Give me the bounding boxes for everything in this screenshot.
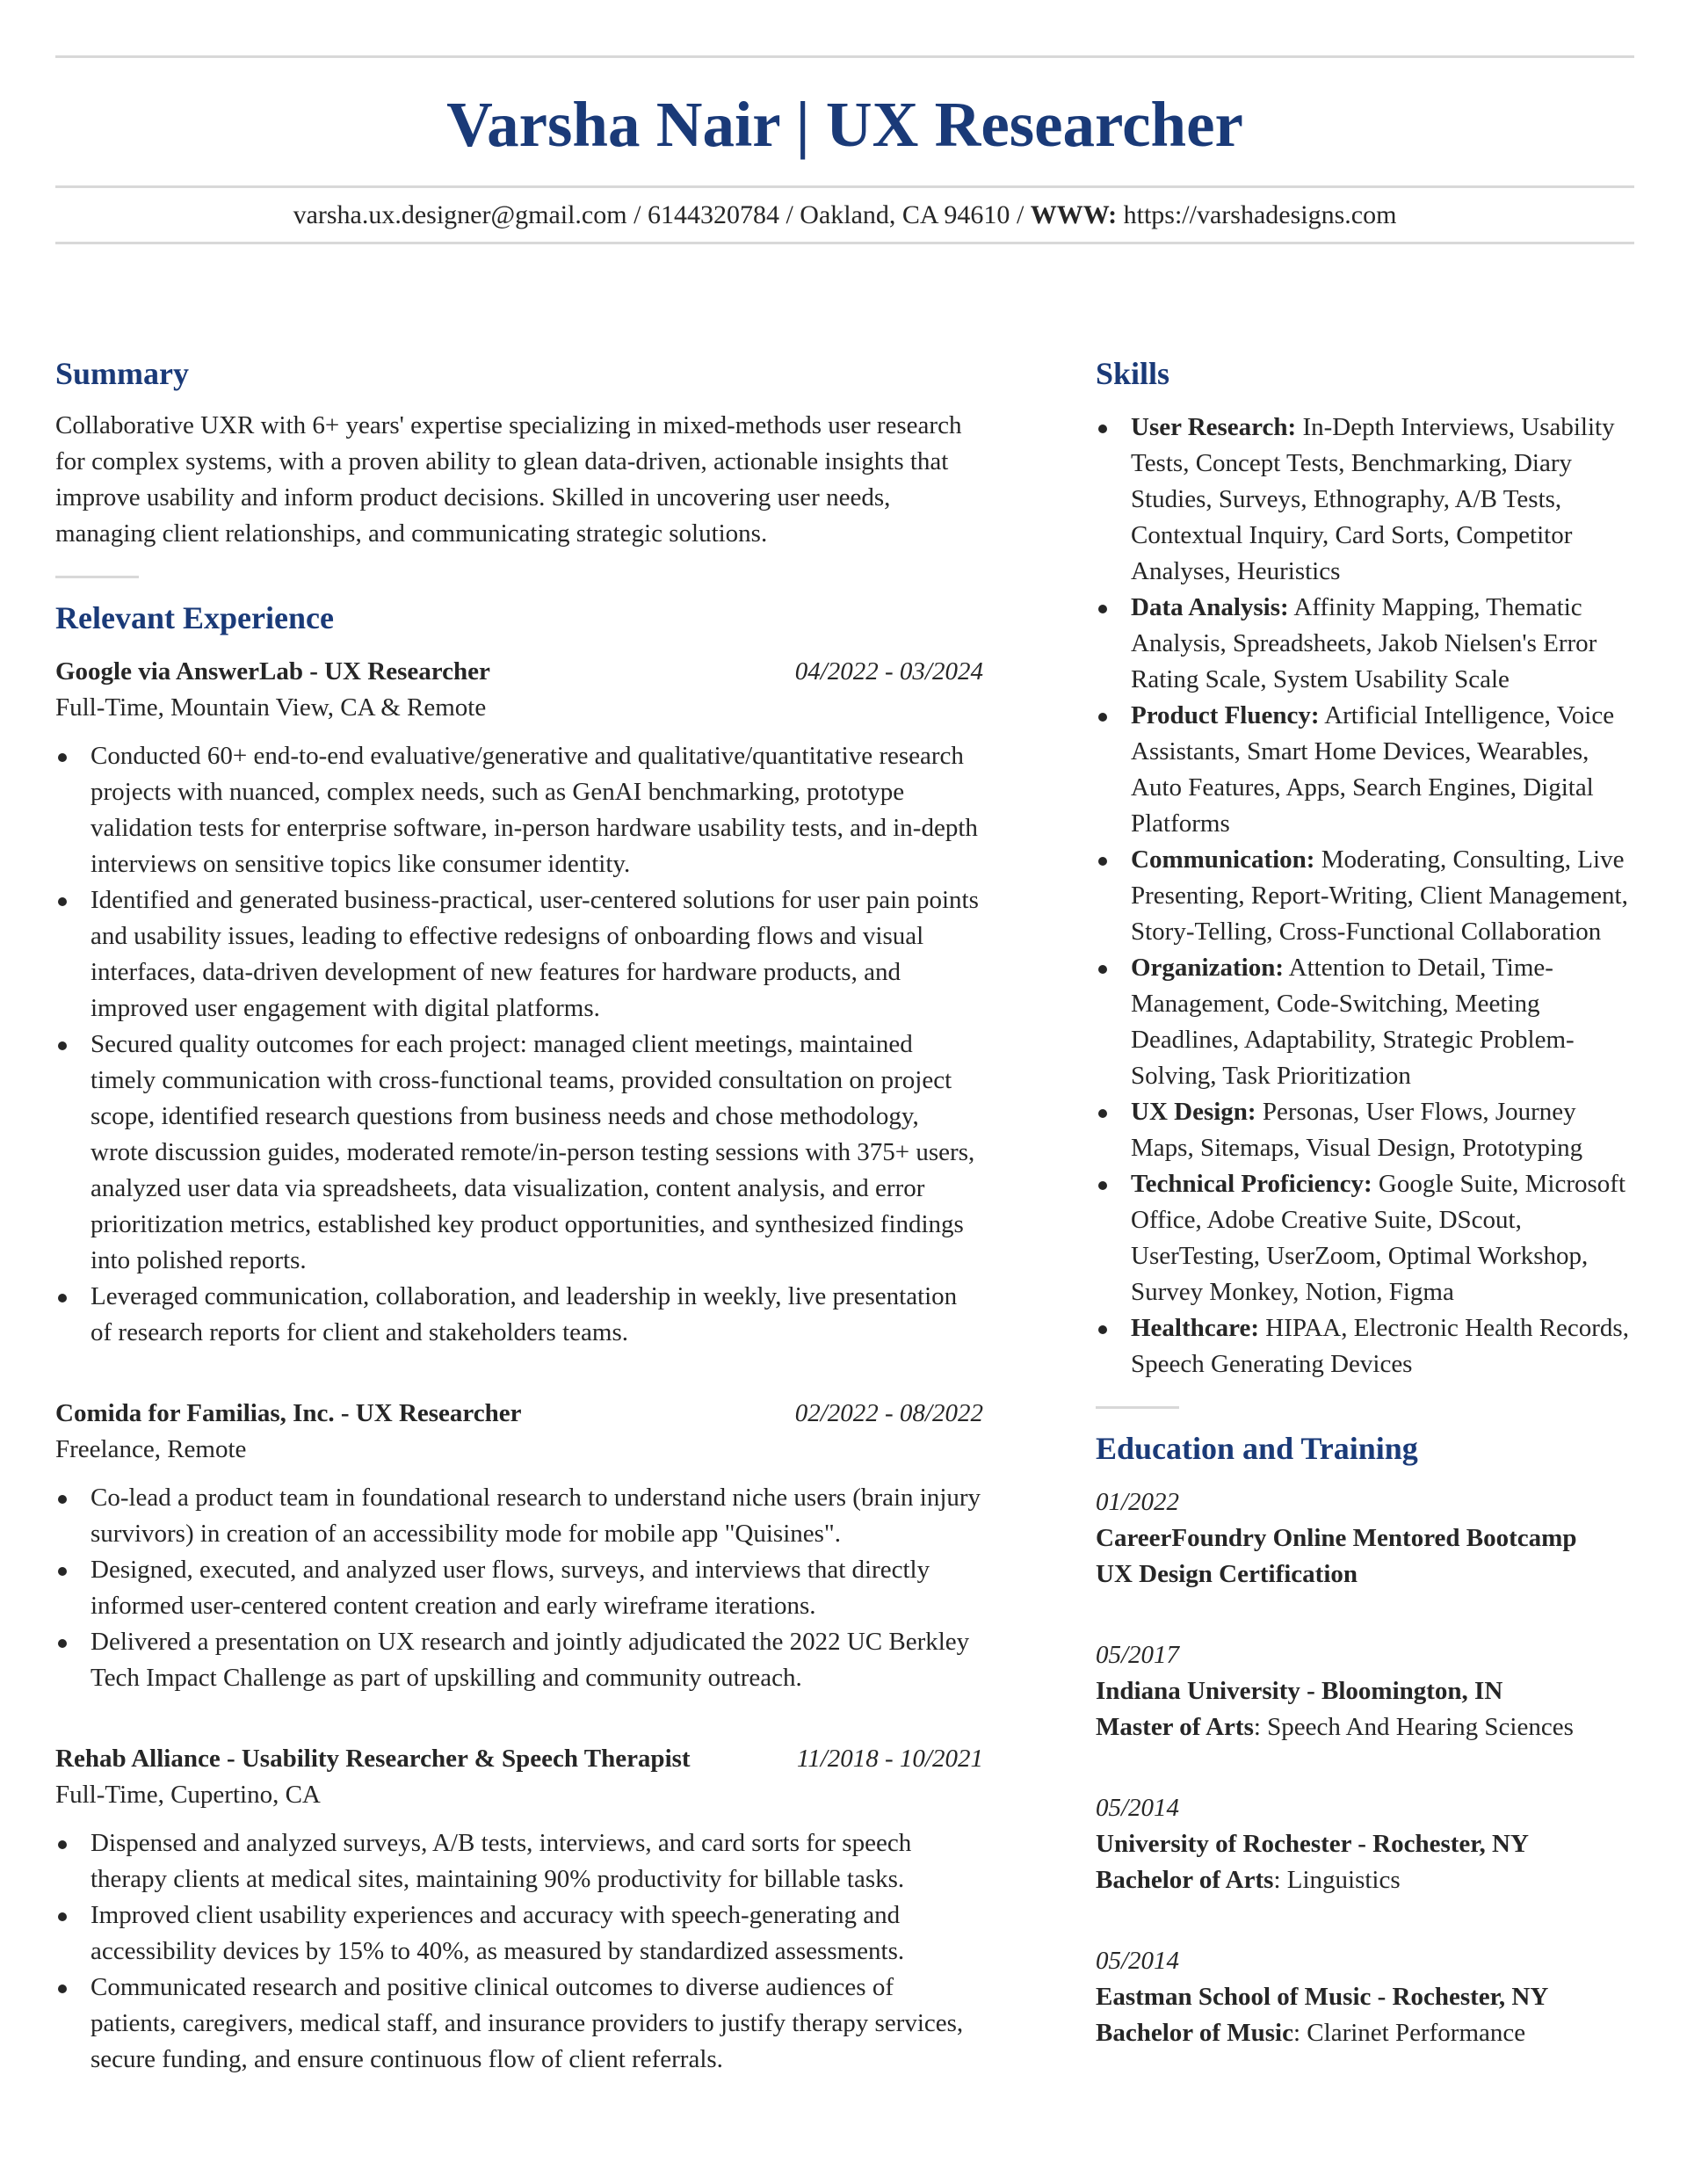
section-divider	[1096, 1406, 1179, 1409]
education-entry	[1096, 1637, 1642, 1745]
education-heading: Education and Training	[1096, 1431, 1418, 1466]
job-entry	[55, 1396, 983, 1696]
job-bullet: Identified and generated business-practical, user-centered solutions for user pain points and usability issues, leading to effective redesigns of onboarding flows and visual interfaces, data-driven development of new features for hardware products, and improved user engagement with digital platforms.	[55, 882, 983, 1027]
contact-phone: 6144320784	[647, 200, 779, 229]
experience-heading: Relevant Experience	[55, 600, 334, 635]
job-bullet: Delivered a presentation on UX research and jointly adjudicated the 2022 UC Berkley Tech Impact Challenge as part of upskilling and community outreach.	[55, 1624, 983, 1696]
job-dates: 11/2018 - 10/2021	[796, 1745, 983, 1773]
institution-name: Eastman School of Music - Rochester, NY	[1096, 1983, 1549, 2011]
education-institution	[1096, 1979, 1642, 2015]
job-bullet: Designed, executed, and analyzed user flows, surveys, and interviews that directly informed user-centered content creation and early wireframe iterations.	[55, 1552, 983, 1624]
job-bullet: Communicated research and positive clinical outcomes to diverse audiences of patients, caregivers, medical staff, and insurance providers to justify therapy services, secure funding, and ensure continuous flow of client referrals.	[55, 1970, 983, 2078]
skill-text: Moderating, Consulting, Live Presenting, Report-Writing, Client Management, Story-Telling, Cross-Functional Collaboration	[1131, 845, 1628, 946]
job-entry	[55, 1741, 983, 2078]
job-title: Comida for Familias, Inc. - UX Researcher	[55, 1399, 522, 1427]
skill-text: Google Suite, Microsoft Office, Adobe Creative Suite, DScout, UserTesting, UserZoom, Optimal Workshop, Survey Monkey, Notion, Figma	[1131, 1170, 1626, 1306]
education-date: 05/2014	[1096, 1947, 1180, 1975]
skills-heading: Skills	[1096, 356, 1170, 391]
skill-label: Communication:	[1131, 845, 1315, 874]
job-bullets	[55, 738, 983, 1351]
job-bullet: Secured quality outcomes for each project: managed client meetings, maintained timely communication with cross-functional teams, provided consultation on project scope, identified research questions from business needs and chose methodology, wrote discussion guides, moderated remote/in-person testing sessions with 375+ users, analyzed user data via spreadsheets, data visualization, content analysis, and error prioritization metrics, established key product opportunities, and synthesized findings into polished reports.	[55, 1027, 983, 1279]
skill-item	[1096, 1094, 1642, 1166]
skill-item	[1096, 842, 1642, 950]
skill-label: User Research:	[1131, 413, 1297, 441]
institution-name: University of Rochester - Rochester, NY	[1096, 1830, 1529, 1858]
contact-email[interactable]: varsha.ux.designer@gmail.com	[293, 200, 627, 229]
job-subtitle: Full-Time, Cupertino, CA	[55, 1781, 321, 1809]
education-date: 05/2014	[1096, 1794, 1180, 1822]
header-divider	[55, 185, 1634, 188]
skill-item	[1096, 410, 1642, 590]
degree-name: Bachelor of Music	[1096, 2019, 1293, 2047]
skill-text: Artificial Intelligence, Voice Assistants, Smart Home Devices, Wearables, Auto Features, Apps, Search Engines, Digital Platforms	[1131, 701, 1615, 838]
section-divider	[55, 576, 139, 578]
job-entry	[55, 654, 983, 1351]
job-bullet: Co-lead a product team in foundational research to understand niche users (brain injury survivors) in creation of an accessibility mode for mobile app "Quisines".	[55, 1480, 983, 1552]
summary-heading: Summary	[55, 356, 189, 391]
education-date: 01/2022	[1096, 1488, 1180, 1516]
job-bullet: Improved client usability experiences and accuracy with speech-generating and accessibility devices by 15% to 40%, as measured by standardized assessments.	[55, 1897, 983, 1970]
institution-name: CareerFoundry Online Mentored Bootcamp	[1096, 1524, 1577, 1552]
contact-separator: /	[1010, 200, 1031, 229]
job-header	[55, 1396, 983, 1432]
contact-separator: /	[778, 200, 800, 229]
contact-separator: /	[626, 200, 648, 229]
skill-item	[1096, 950, 1642, 1094]
degree-field: : Speech And Hearing Sciences	[1253, 1713, 1574, 1741]
skill-text: Attention to Detail, Time-Management, Code-Switching, Meeting Deadlines, Adaptability, Strategic Problem-Solving, Task Prioritization	[1131, 954, 1575, 1090]
education-date: 05/2017	[1096, 1641, 1180, 1669]
institution-name: Indiana University - Bloomington, IN	[1096, 1677, 1503, 1705]
job-header	[55, 1741, 983, 1777]
job-header	[55, 654, 983, 690]
skills-list	[1096, 410, 1642, 1382]
job-dates: 02/2022 - 08/2022	[794, 1399, 983, 1427]
education-entry	[1096, 1790, 1642, 1898]
skill-item	[1096, 698, 1642, 842]
skill-item	[1096, 590, 1642, 698]
skill-text: Affinity Mapping, Thematic Analysis, Spreadsheets, Jakob Nielsen's Error Rating Scale, System Usability Scale	[1131, 593, 1597, 693]
job-bullet: Dispensed and analyzed surveys, A/B tests, interviews, and card sorts for speech therapy clients at medical sites, maintaining 90% productivity for billable tasks.	[55, 1825, 983, 1897]
education-degree	[1096, 1862, 1642, 1898]
right-column	[1096, 350, 1642, 2051]
contact-location: Oakland, CA 94610	[800, 200, 1010, 229]
skill-text: Personas, User Flows, Journey Maps, Sitemaps, Visual Design, Prototyping	[1131, 1098, 1583, 1162]
education-degree	[1096, 2015, 1642, 2051]
education-entry	[1096, 1943, 1642, 2051]
degree-name: UX Design Certification	[1096, 1560, 1358, 1588]
left-column	[55, 350, 983, 2078]
contact-website[interactable]: https://varshadesigns.com	[1123, 200, 1397, 229]
skill-label: Organization:	[1131, 954, 1284, 982]
skill-text: In-Depth Interviews, Usability Tests, Concept Tests, Benchmarking, Diary Studies, Surveys, Ethnography, A/B Tests, Contextual Inquiry, Card Sorts, Competitor Analyses, Heuristics	[1131, 413, 1615, 585]
education-degree	[1096, 1556, 1642, 1593]
skill-label: Data Analysis:	[1131, 593, 1289, 621]
degree-field: : Linguistics	[1273, 1866, 1401, 1894]
job-title: Rehab Alliance - Usability Researcher & Speech Therapist	[55, 1745, 691, 1773]
skill-label: Healthcare:	[1131, 1314, 1260, 1342]
job-title: Google via AnswerLab - UX Researcher	[55, 657, 490, 686]
skill-label: Technical Proficiency:	[1131, 1170, 1372, 1198]
resume-name-title: Varsha Nair | UX Researcher	[446, 89, 1243, 160]
skill-label: Product Fluency:	[1131, 701, 1320, 729]
contact-divider	[55, 242, 1634, 244]
job-subtitle: Full-Time, Mountain View, CA & Remote	[55, 693, 487, 722]
degree-name: Bachelor of Arts	[1096, 1866, 1274, 1894]
job-bullets	[55, 1480, 983, 1696]
summary-text: Collaborative UXR with 6+ years' expertise specializing in mixed-methods user research for complex systems, with a proven ability to glean data-driven, actionable insights that improve usability and inform product decisions. Skilled in uncovering user needs, managing client relationships, and communicating strategic solutions.	[55, 411, 962, 548]
education-institution	[1096, 1826, 1642, 1862]
education-entry	[1096, 1484, 1642, 1593]
contact-line	[55, 196, 1634, 235]
skill-label: UX Design:	[1131, 1098, 1256, 1126]
contact-www-label: WWW:	[1030, 200, 1118, 229]
degree-field: : Clarinet Performance	[1293, 2019, 1526, 2047]
skill-item	[1096, 1166, 1642, 1310]
job-bullet: Conducted 60+ end-to-end evaluative/generative and qualitative/quantitative research projects with nuanced, complex needs, such as GenAI benchmarking, prototype validation tests for enterprise software, in-person hardware usability tests, and in-depth interviews on sensitive topics like consumer identity.	[55, 738, 983, 882]
job-bullet: Leveraged communication, collaboration, and leadership in weekly, live presentation of research reports for client and stakeholders teams.	[55, 1279, 983, 1351]
top-divider	[55, 55, 1634, 58]
skill-item	[1096, 1310, 1642, 1382]
job-dates: 04/2022 - 03/2024	[794, 657, 983, 686]
job-subtitle: Freelance, Remote	[55, 1435, 247, 1463]
job-bullets	[55, 1825, 983, 2078]
degree-name: Master of Arts	[1096, 1713, 1254, 1741]
skill-text: HIPAA, Electronic Health Records, Speech Generating Devices	[1131, 1314, 1629, 1378]
education-institution	[1096, 1520, 1642, 1556]
education-institution	[1096, 1673, 1642, 1709]
education-degree	[1096, 1709, 1642, 1745]
